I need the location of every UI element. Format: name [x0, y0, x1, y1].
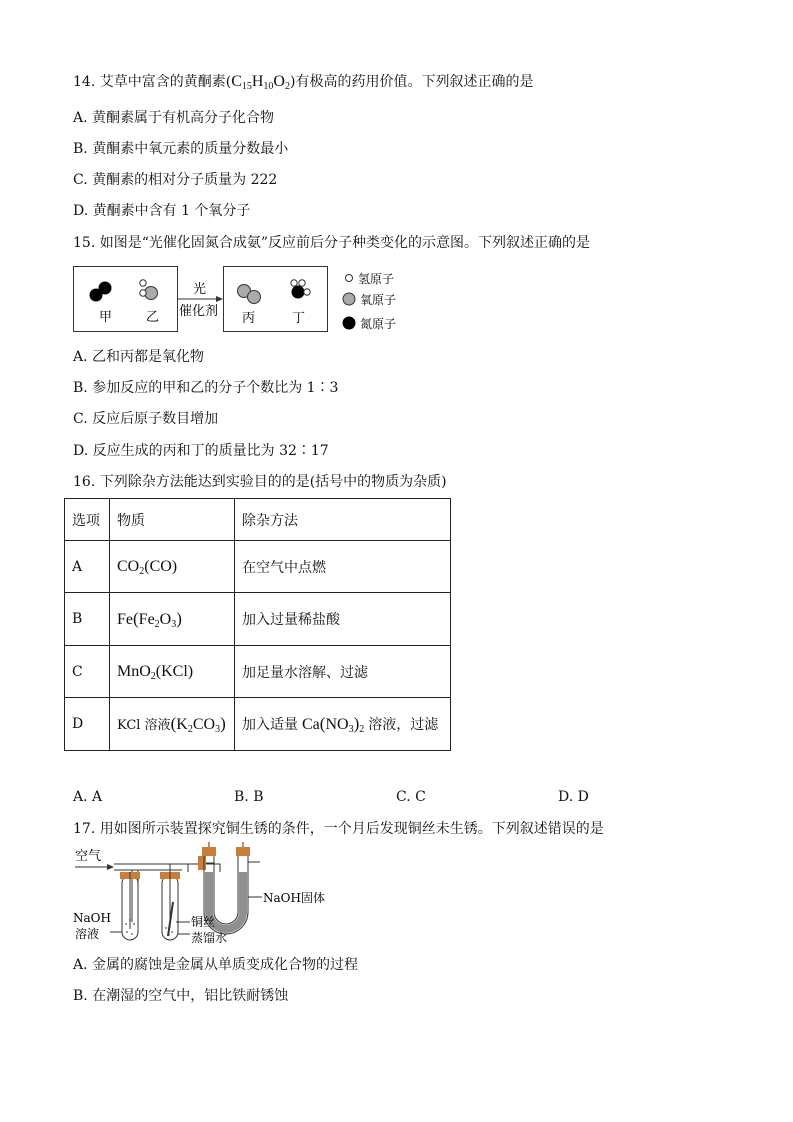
q15-option-a: A. 乙和丙都是氧化物	[73, 349, 205, 365]
q14-option-c: C. 黄酮素的相对分子质量为 222	[73, 172, 278, 188]
q16-answer-b: B. B	[234, 789, 264, 805]
copper-wire-label: 铜丝	[191, 915, 216, 929]
label-jia: 甲	[99, 310, 113, 325]
molecule-yi	[140, 280, 158, 300]
q16-answer-c: C. C	[396, 789, 426, 805]
q17-stem: 17. 用如图所示装置探究铜生锈的条件，一个月后发现铜丝未生锈。下列叙述错误的是	[73, 821, 604, 837]
legend-hydrogen: 氢原子	[358, 272, 395, 286]
q16-options-table	[64, 498, 451, 751]
label-yi: 乙	[146, 310, 160, 325]
naoh-solution-label-1: NaOH	[73, 911, 111, 925]
legend-nitrogen-icon	[343, 317, 356, 330]
naoh-solution-label-2: 溶液	[75, 927, 100, 941]
q15-option-c: C. 反应后原子数目增加	[73, 411, 219, 427]
row-a-substance: $CO_2(CO)$	[110, 541, 235, 593]
q15-stem: 15. 如图是“光催化固氮合成氨”反应前后分子种类变化的示意图。下列叙述正确的是	[73, 235, 591, 251]
row-a-option: A	[65, 541, 110, 593]
stopper-u-right	[236, 847, 250, 856]
row-d-option: D	[65, 698, 110, 751]
distilled-water-label: 蒸馏水	[191, 931, 228, 945]
legend-oxygen-icon	[343, 293, 355, 305]
arrow-label-light: 光	[193, 282, 207, 297]
q14-formula: $C_{15}H_{10}O_2$	[231, 73, 290, 92]
table-row	[65, 541, 451, 593]
row-d-method: 加入适量 $Ca(NO_3)_2$ 溶液，过滤	[235, 698, 451, 751]
header-option: 选项	[65, 499, 110, 541]
table-row	[65, 593, 451, 646]
stopper-u-left	[202, 847, 216, 856]
q16-answer-d: D. D	[558, 789, 589, 805]
row-c-option: C	[65, 646, 110, 698]
row-c-method: 加足量水溶解、过滤	[235, 646, 451, 698]
row-b-method: 加入过量稀盐酸	[235, 593, 451, 646]
reactants-box	[74, 267, 178, 332]
q17-option-b: B. 在潮湿的空气中，铝比铁耐锈蚀	[73, 988, 289, 1004]
row-c-substance: MnO$_2$(KCl)	[110, 646, 235, 698]
q14-option-d: D. 黄酮素中含有 1 个氧分子	[73, 203, 251, 219]
q16-stem: 16. 下列除杂方法能达到实验目的的是(括号中的物质为杂质)	[73, 474, 447, 490]
q14-stem-before: 14. 艾草中富含的黄酮素(	[73, 74, 232, 90]
naoh-solid-label: NaOH固体	[263, 891, 325, 905]
legend-hydrogen-icon	[346, 275, 353, 282]
label-bing: 丙	[242, 311, 256, 326]
products-box	[224, 267, 328, 332]
legend-oxygen: 氧原子	[360, 293, 397, 307]
header-substance: 物质	[110, 499, 235, 541]
legend-nitrogen: 氮原子	[360, 317, 397, 331]
header-method: 除杂方法	[235, 499, 451, 541]
label-ding: 丁	[292, 311, 306, 326]
arrow-label-catalyst: 催化剂	[179, 304, 219, 319]
u-tube-inner	[214, 856, 238, 924]
q17-option-a: A. 金属的腐蚀是金属从单质变成化合物的过程	[73, 957, 359, 973]
q17-apparatus-diagram	[70, 842, 360, 952]
molecule-jia	[90, 282, 112, 302]
q14-option-a: A. 黄酮素属于有机高分子化合物	[73, 110, 275, 126]
q15-reaction-diagram	[72, 264, 412, 336]
q14-stem-after: )有极高的药用价值。下列叙述正确的是	[289, 74, 534, 90]
q15-option-b: B. 参加反应的甲和乙的分子个数比为 1∶3	[73, 380, 339, 396]
molecule-ding	[291, 280, 310, 299]
row-b-option: B	[65, 593, 110, 646]
q16-answer-a: A. A	[73, 789, 103, 805]
table-header-row	[65, 499, 451, 541]
row-a-method: 在空气中点燃	[235, 541, 451, 593]
q15-option-d: D. 反应生成的丙和丁的质量比为 32∶17	[73, 443, 329, 459]
row-b-substance: $Fe(Fe_2O_3)$	[110, 593, 235, 646]
table-row	[65, 646, 451, 698]
q14-option-b: B. 黄酮素中氧元素的质量分数最小	[73, 141, 289, 157]
table-row	[65, 698, 451, 751]
air-label: 空气	[75, 849, 102, 864]
q14-stem	[73, 72, 533, 92]
molecule-bing	[238, 285, 261, 304]
row-d-substance: KCl 溶液$(K_2CO_3)$	[110, 698, 235, 751]
